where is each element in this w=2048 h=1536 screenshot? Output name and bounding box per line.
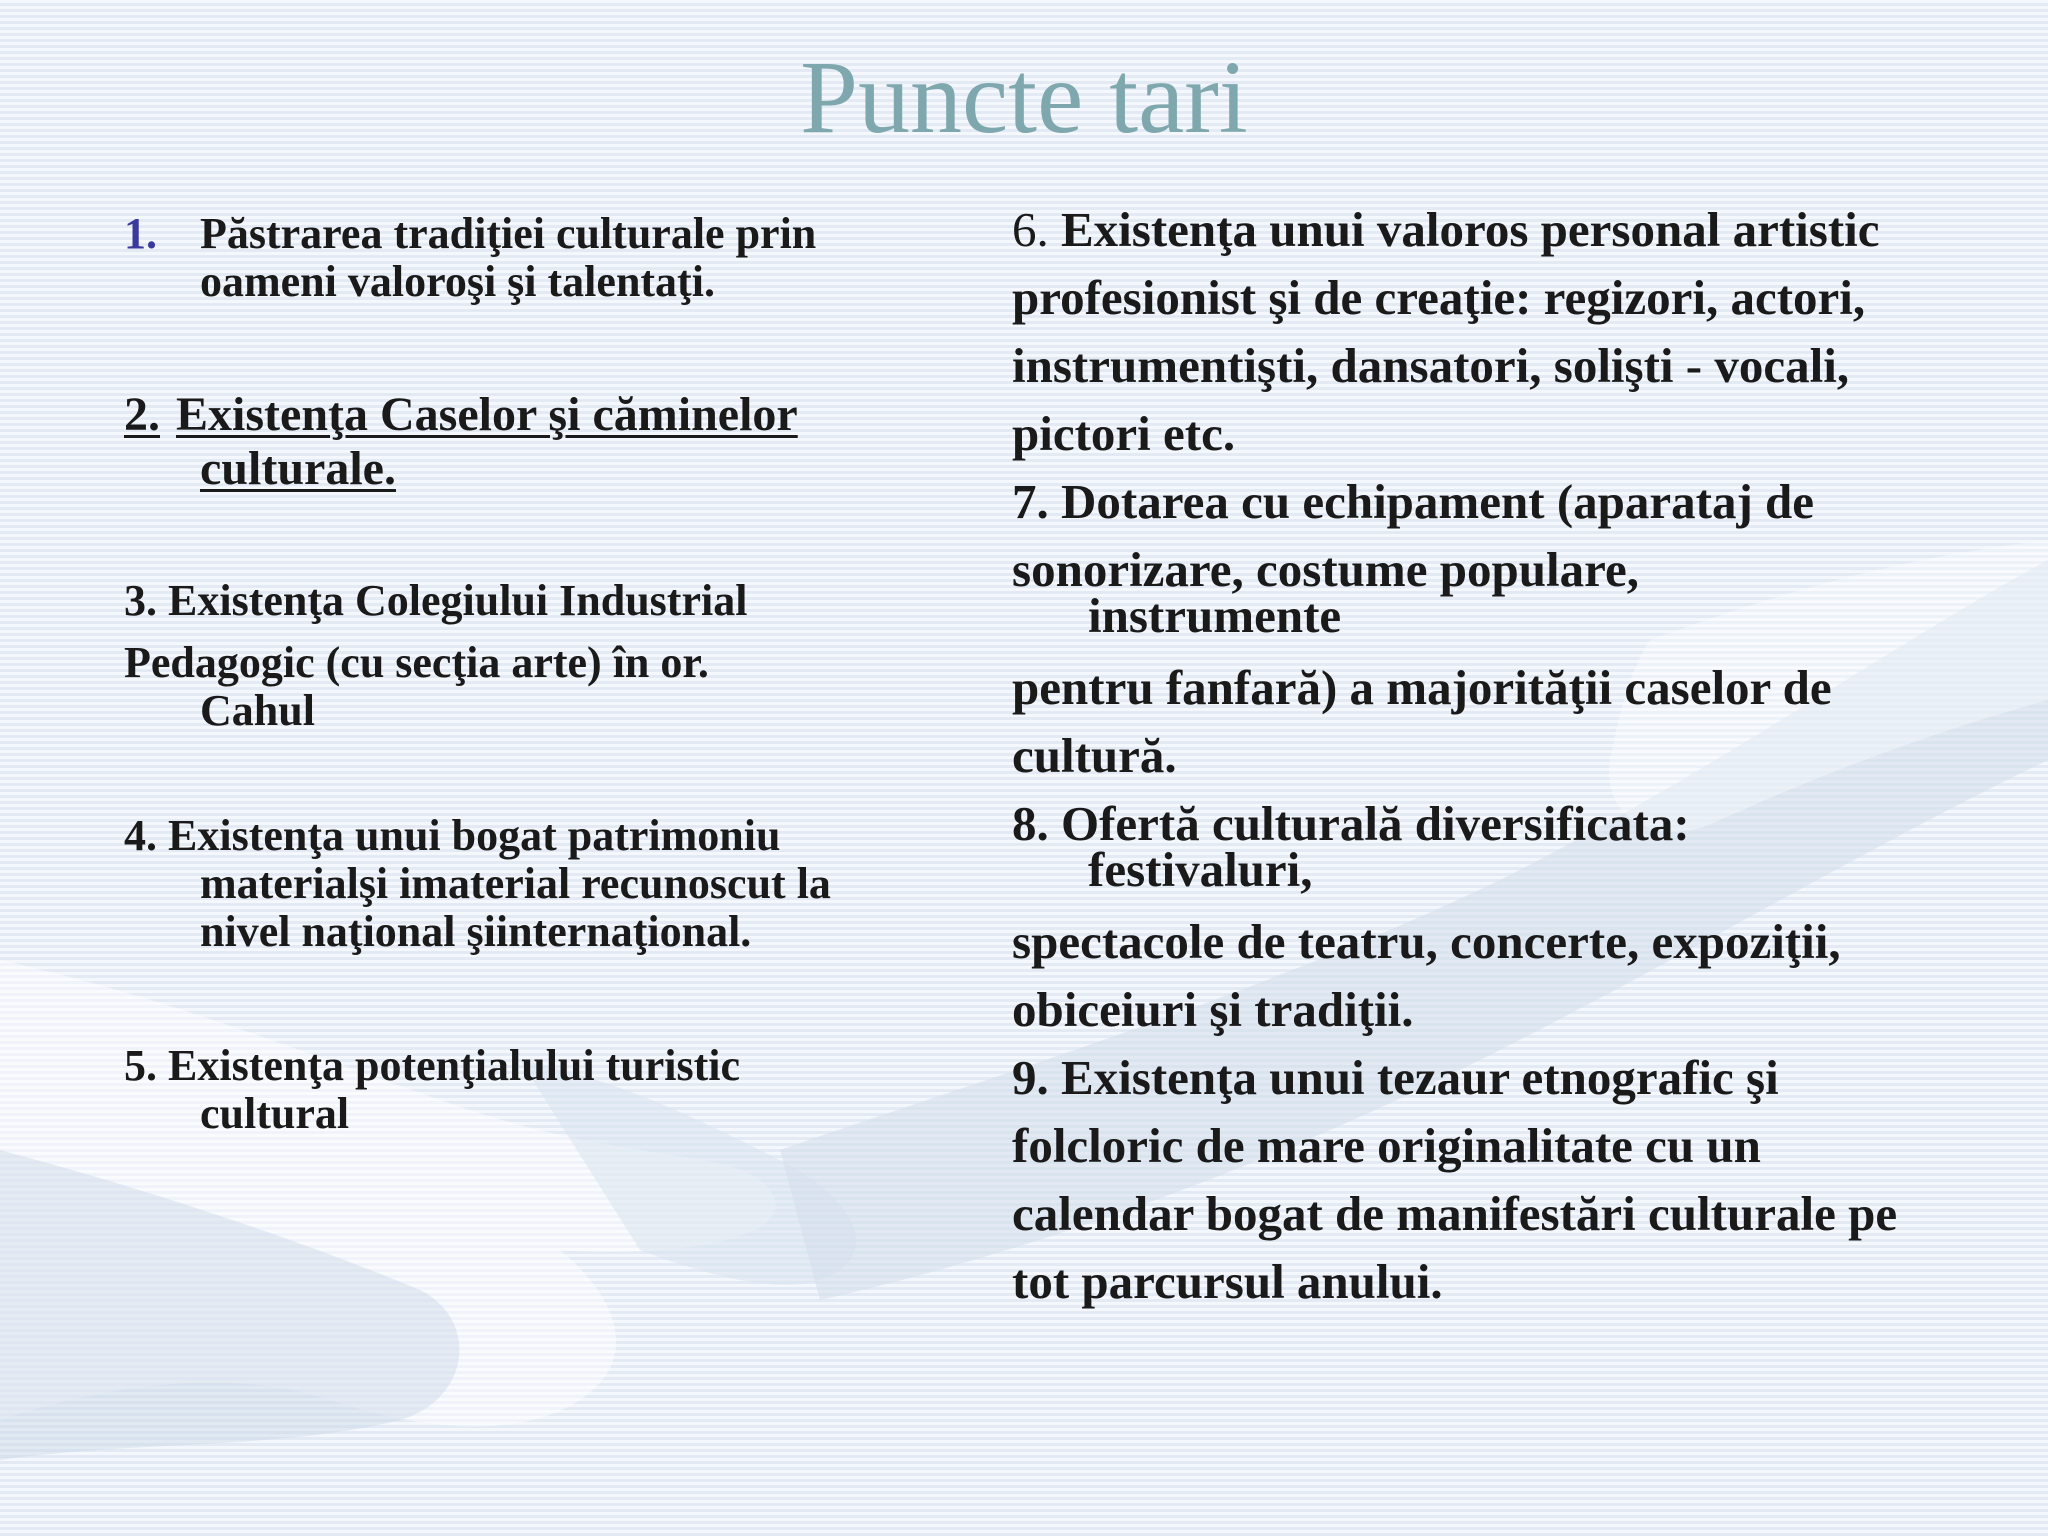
item-text-line: 8. Ofertă culturală diversificata: [1012, 796, 1690, 851]
list-item-5 [124, 1042, 944, 1138]
item-text-line: pentru fanfară) a majorităţii caselor de [1012, 660, 1832, 715]
item-text-line: profesionist şi de creaţie: regizori, actori, [1012, 270, 1866, 325]
item-text-line: spectacole de teatru, concerte, expoziţii, [1012, 914, 1841, 969]
item-text-line: calendar bogat de manifestări culturale pe [1012, 1186, 1898, 1241]
item-text-line: 4. Existenţa unui bogat patrimoniu [124, 811, 781, 860]
item-text-line: obiceiuri şi tradiţii. [1012, 982, 1414, 1037]
item-text-line: tot parcursul anului. [1012, 1254, 1443, 1309]
item-text-line: materialşi imaterial recunoscut la [200, 859, 831, 908]
item-text-line: 9. Existenţa unui tezaur etnografic şi [1012, 1050, 1779, 1105]
item-number: 1. [124, 209, 157, 258]
list-item-4 [124, 812, 944, 956]
list-item-6 [1012, 196, 2032, 468]
item-text-line [124, 388, 944, 442]
item-text-underlined: Existenţa Caselor şi căminelor [176, 388, 798, 441]
item-text-line: festivaluri, [1088, 842, 1313, 897]
item-text-line [1012, 196, 2032, 264]
item-number: 6. [1012, 202, 1049, 257]
item-text-line: folcloric de mare originalitate cu un [1012, 1118, 1761, 1173]
list-item-8 [1012, 790, 2032, 1044]
item-text-line: instrumente [1088, 588, 1342, 643]
item-text-line: 7. Dotarea cu echipament (aparataj de [1012, 474, 1815, 529]
list-item-7 [1012, 468, 2032, 790]
item-text-line: Cahul [200, 686, 315, 735]
item-text-line: sonorizare, costume populare, [1012, 542, 1639, 597]
item-text-line: oameni valoroşi şi talentaţi. [200, 257, 715, 306]
slide-title: Puncte tari [800, 40, 1248, 155]
item-text-line: cultură. [1012, 728, 1177, 783]
item-text-line: 3. Existenţa Colegiului Industrial [124, 576, 748, 625]
item-text-line: Păstrarea tradiţiei culturale prin [200, 209, 817, 258]
right-column [1012, 196, 2032, 1316]
item-text-line: nivel naţional şiinternaţional. [200, 907, 752, 956]
item-text-line: pictori etc. [1012, 406, 1236, 461]
item-text-line: instrumentişti, dansatori, solişti - vocali, [1012, 338, 1850, 393]
item-text: Existenţa unui valoros personal artistic [1061, 202, 1880, 257]
item-text-line [124, 442, 944, 496]
item-text-line: 5. Existenţa potenţialului turistic [124, 1041, 741, 1090]
list-item-9 [1012, 1044, 2032, 1316]
item-text-line: cultural [200, 1089, 350, 1138]
list-item-2 [124, 388, 944, 496]
list-item-3 [124, 576, 944, 734]
list-item-1 [124, 210, 944, 306]
item-text-line: Pedagogic (cu secţia arte) în or. [124, 638, 709, 687]
item-text-underlined: culturale. [200, 442, 396, 495]
item-number: 2. [124, 388, 160, 441]
